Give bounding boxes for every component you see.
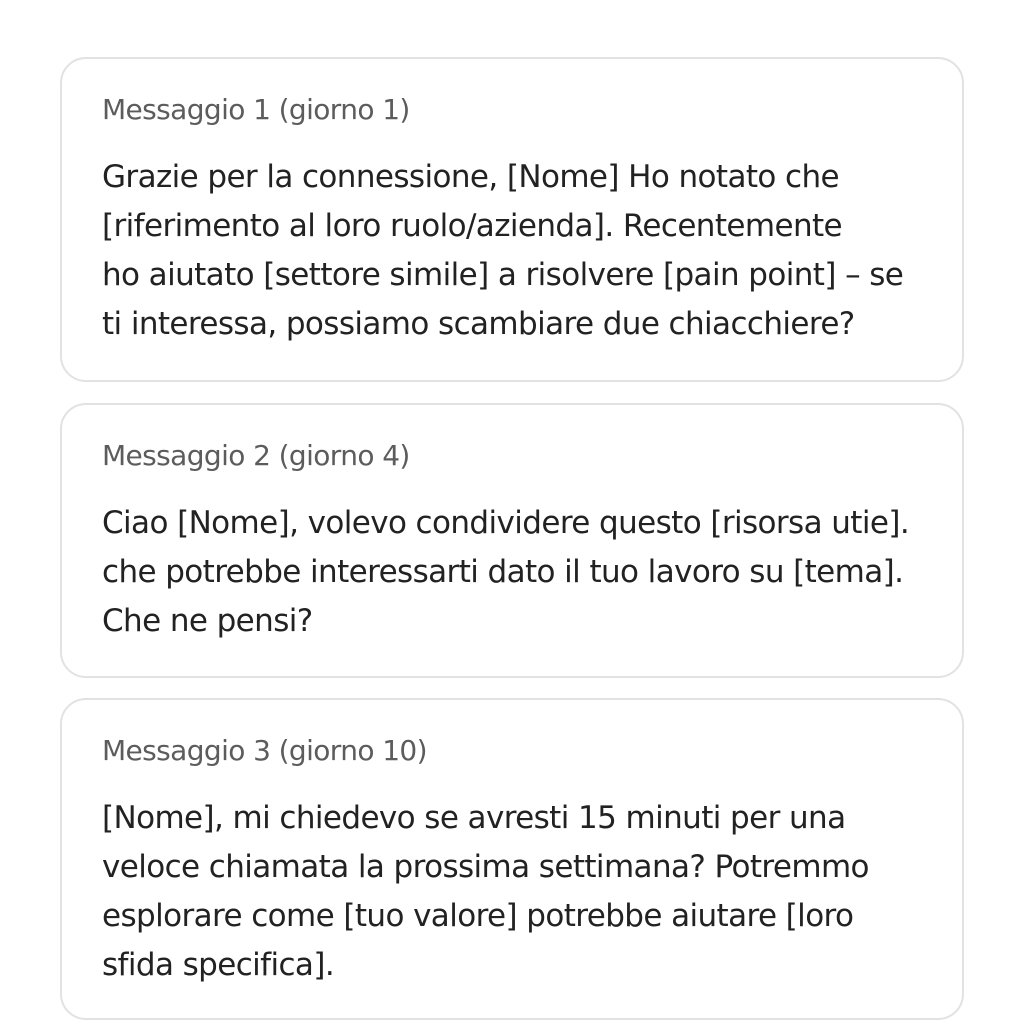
message-card-3 bbox=[60, 698, 964, 1020]
message-2-line-3: Che ne pensi? bbox=[102, 603, 313, 639]
message-1-line-2: [riferimento al loro ruolo/azienda]. Recentemente bbox=[102, 208, 843, 244]
message-card-2 bbox=[60, 403, 964, 678]
message-1-line-1: Grazie per la connessione, [Nome] Ho notato che bbox=[102, 159, 839, 195]
message-3-line-1: [Nome], mi chiedevo se avresti 15 minuti per una bbox=[102, 800, 846, 836]
message-2-body bbox=[102, 499, 926, 646]
message-2-title: Messaggio 2 (giorno 4) bbox=[102, 439, 410, 472]
message-3-line-4: sfida specifica]. bbox=[102, 947, 335, 983]
message-2-line-1: Ciao [Nome], volevo condividere questo [risorsa utie]. bbox=[102, 505, 910, 541]
message-3-line-2: veloce chiamata la prossima settimana? Potremmo bbox=[102, 849, 869, 885]
message-3-title: Messaggio 3 (giorno 10) bbox=[102, 734, 427, 767]
message-card-1 bbox=[60, 57, 964, 382]
message-1-body bbox=[102, 153, 926, 349]
message-2-line-2: che potrebbe interessarti dato il tuo lavoro su [tema]. bbox=[102, 554, 904, 590]
message-1-line-4: ti interessa, possiamo scambiare due chiacchiere? bbox=[102, 306, 855, 342]
message-1-line-3: ho aiutato [settore simile] a risolvere [pain point] – se bbox=[102, 257, 904, 293]
message-1-title: Messaggio 1 (giorno 1) bbox=[102, 93, 410, 126]
message-3-body bbox=[102, 794, 926, 990]
message-3-line-3: esplorare come [tuo valore] potrebbe aiutare [loro bbox=[102, 898, 854, 934]
